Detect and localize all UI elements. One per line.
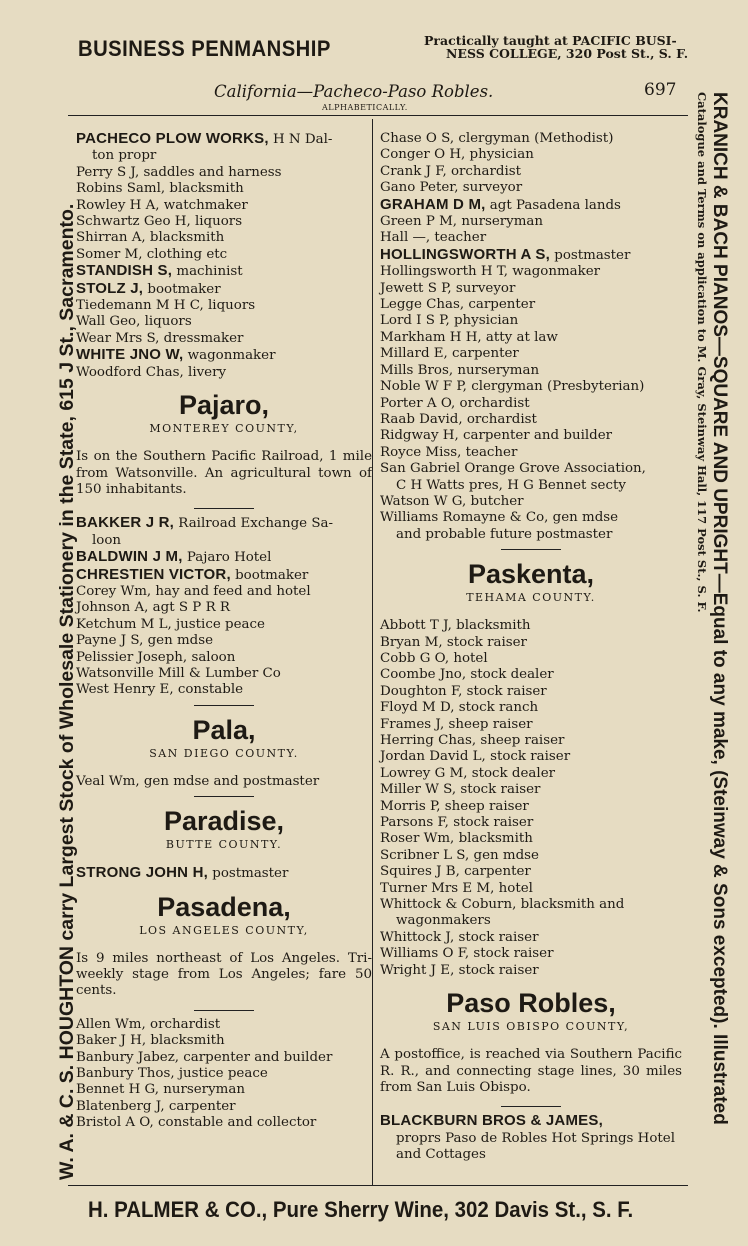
top-banner-detail: [424, 34, 688, 60]
directory-entry: [380, 667, 682, 683]
directory-entry: [380, 700, 682, 716]
entry-text: Rowley H A, watchmaker: [76, 197, 248, 213]
bottom-advertisement-banner: H. PALMER & CO., Pure Sherry Wine, 302 Davis St., S. F.: [88, 1197, 634, 1222]
town-heading: Pasadena,: [157, 891, 291, 922]
entry-text: Green P M, nurseryman: [380, 214, 544, 230]
entry-text: Ketchum M L, justice peace: [76, 616, 265, 632]
directory-entry: [76, 865, 372, 882]
entry-text: Bryan M, stock raiser: [380, 634, 527, 650]
entry-continuation: C H Watts pres, H G Bennet secty: [396, 477, 626, 493]
section-rule: [194, 705, 254, 706]
entry-text: Johnson A, agt S P R R: [76, 600, 230, 616]
entry-text: Blatenberg J, carpenter: [76, 1098, 236, 1114]
directory-entry: [380, 164, 682, 180]
directory-entry: [76, 347, 372, 364]
town-description: Is 9 miles northeast of Los Angeles. Tri-weekly stage from Los Angeles; fare 50 cents.: [76, 950, 372, 999]
entry-text: Scribner L S, gen mdse: [380, 847, 539, 863]
town-heading: Pala,: [192, 714, 256, 745]
directory-entry: [76, 1082, 372, 1098]
entry-text: Watsonville Mill & Lumber Co: [76, 665, 281, 681]
entry-continuation: proprs Paso de Robles Hot Springs Hotel and Cottages: [396, 1130, 675, 1163]
top-banner-line-2: NESS COLLEGE, 320 Post St., S. F.: [446, 46, 689, 61]
entry-text: Noble W F P, clergyman (Presbyterian): [380, 379, 645, 395]
town-heading: Paskenta,: [467, 559, 595, 590]
directory-entry: [380, 281, 682, 297]
business-name: PACHECO PLOW WORKS,: [76, 130, 269, 147]
county-heading: MONTEREY COUNTY,: [149, 422, 299, 436]
directory-entry: [380, 247, 682, 264]
directory-entry: [76, 198, 372, 214]
directory-entry: [76, 584, 372, 600]
entry-text: Abbott T J, blacksmith: [380, 618, 531, 634]
directory-entry: [380, 782, 682, 798]
directory-entry: [380, 313, 682, 329]
entry-text: Floyd M D, stock ranch: [380, 700, 539, 716]
directory-entry: [380, 831, 682, 847]
entry-text: Corey Wm, hay and feed and hotel: [76, 583, 311, 599]
entry-text: Banbury Jabez, carpenter and builder: [76, 1049, 333, 1065]
entry-text: Conger O H, physician: [380, 147, 534, 163]
directory-entry: [76, 181, 372, 197]
entry-text: Markham H H, atty at law: [380, 329, 558, 345]
entry-text: Cobb G O, hotel: [380, 650, 488, 666]
entry-continuation: wagonmakers: [396, 913, 491, 929]
directory-entry: [380, 445, 682, 461]
entry-text: Porter A O, orchardist: [380, 395, 530, 411]
entry-text: Schwartz Geo H, liquors: [76, 214, 243, 230]
directory-entry: [380, 717, 682, 733]
directory-entry: [380, 930, 682, 946]
directory-entry: [380, 297, 682, 313]
entry-text: Pelissier Joseph, saloon: [76, 649, 236, 665]
directory-entry: [380, 330, 682, 346]
entry-text: Banbury Thos, justice peace: [76, 1066, 268, 1082]
section-rule: [194, 508, 254, 509]
entry-text: Chase O S, clergyman (Methodist): [380, 131, 614, 146]
section-rule: [194, 1010, 254, 1011]
entry-text: Hall —, teacher: [380, 230, 487, 246]
entry-text: Railroad Exchange Sa-: [174, 516, 334, 532]
directory-entry: [380, 346, 682, 362]
directory-entry: [76, 365, 372, 381]
entry-text: Somer M, clothing etc: [76, 246, 228, 262]
directory-entry: [76, 314, 372, 330]
directory-entry: [380, 749, 682, 765]
entry-text: Turner Mrs E M, hotel: [380, 880, 533, 896]
entry-text: Doughton F, stock raiser: [380, 683, 547, 699]
county-heading: SAN LUIS OBISPO COUNTY,: [432, 1020, 630, 1034]
entry-text: Watson W G, butcher: [380, 493, 524, 509]
county-heading: BUTTE COUNTY.: [165, 838, 283, 852]
directory-entry: [76, 774, 372, 790]
directory-entry: [76, 1066, 372, 1082]
entry-text: Ridgway H, carpenter and builder: [380, 428, 613, 444]
town-description: A postoffice, is reached via Southern Pacific R. R., and connecting stage lines, 30 miles from San Luis Obispo.: [380, 1047, 682, 1095]
entry-text: Baker J H, blacksmith: [76, 1033, 225, 1049]
directory-entry: [76, 247, 372, 263]
town-heading: Paso Robles,: [446, 988, 616, 1019]
section-rule: [194, 796, 254, 797]
entry-text: Gano Peter, surveyor: [380, 180, 523, 196]
directory-entry: [380, 461, 682, 494]
directory-entry: [76, 567, 372, 584]
directory-entry: [380, 396, 682, 412]
directory-entry: [76, 617, 372, 633]
entry-text: Pajaro Hotel: [182, 550, 272, 566]
entry-text: Crank J F, orchardist: [380, 163, 522, 179]
business-name: BALDWIN J M,: [76, 548, 183, 566]
directory-entry: [76, 1017, 372, 1033]
directory-entry: [380, 197, 682, 214]
entry-text: West Henry E, constable: [76, 682, 244, 698]
directory-entry: [76, 131, 372, 165]
directory-entry: [380, 428, 682, 444]
entry-text: Wright J E, stock raiser: [380, 962, 539, 978]
directory-entry: [76, 600, 372, 616]
town-heading: Paradise,: [163, 806, 285, 837]
town-description: Is on the Southern Pacific Railroad, 1 mile from Watsonville. An agricultural town of 150 inhabitants.: [76, 449, 372, 497]
directory-entry: [380, 180, 682, 196]
directory-entry: [76, 331, 372, 347]
entry-text: Mills Bros, nurseryman: [380, 362, 540, 378]
entry-text: Roser Wm, blacksmith: [380, 831, 533, 847]
entry-text: Coombe Jno, stock dealer: [380, 667, 554, 683]
top-advertisement-banner: [78, 32, 689, 66]
entry-text: postmaster: [549, 247, 631, 263]
page-number: 697: [644, 80, 677, 100]
directory-entry: [380, 881, 682, 897]
right-advertisement-banner: [690, 92, 730, 1202]
business-name: BLACKBURN BROS & JAMES,: [380, 1112, 603, 1130]
directory-entry: [380, 815, 682, 831]
entry-text: bootmaker: [230, 567, 309, 583]
entry-text: Williams Romayne & Co, gen mdse: [380, 510, 619, 526]
directory-entry: [76, 515, 372, 549]
entry-continuation: loon: [92, 532, 122, 548]
top-banner-line-1: Practically taught at PACIFIC BUSI-: [424, 33, 677, 48]
directory-entry: [380, 510, 682, 543]
entry-text: Lord I S P, physician: [380, 313, 519, 329]
page-subtitle: ALPHABETICALLY.: [322, 103, 408, 112]
directory-entry: [76, 1099, 372, 1115]
directory-entry: [380, 412, 682, 428]
entry-text: Veal Wm, gen mdse and postmaster: [76, 773, 320, 789]
entry-text: Hollingsworth H T, wagonmaker: [380, 264, 601, 280]
directory-entry: [380, 848, 682, 864]
directory-entry: [380, 946, 682, 962]
column-divider: [372, 119, 373, 1185]
directory-entry: [76, 214, 372, 230]
entry-text: machinist: [172, 264, 243, 280]
directory-entry: [380, 766, 682, 782]
directory-entry: [380, 733, 682, 749]
entry-text: Payne J S, gen mdse: [76, 633, 214, 649]
entry-text: Jewett S P, surveyor: [380, 280, 516, 296]
business-name: STRONG JOHN H,: [76, 864, 208, 882]
directory-entry: [76, 549, 372, 566]
directory-entry: [76, 281, 372, 298]
directory-entry: [380, 379, 682, 395]
entry-text: Royce Miss, teacher: [380, 444, 518, 460]
entry-text: Millard E, carpenter: [380, 346, 519, 362]
entry-text: Squires J B, carpenter: [380, 864, 531, 880]
entry-text: Allen Wm, orchardist: [76, 1016, 221, 1032]
directory-entry: [380, 864, 682, 880]
directory-entry: [380, 618, 682, 634]
directory-entry: [76, 1115, 372, 1131]
county-heading: SAN DIEGO COUNTY.: [149, 746, 299, 760]
directory-entry: [76, 298, 372, 314]
entry-text: bootmaker: [143, 281, 221, 297]
directory-entry: [380, 147, 682, 163]
entry-text: H N Dal-: [268, 132, 333, 147]
entry-text: wagonmaker: [183, 348, 276, 364]
entry-text: Shirran A, blacksmith: [76, 230, 225, 246]
entry-text: Lowrey G M, stock dealer: [380, 765, 556, 781]
directory-entry: [76, 650, 372, 666]
directory-entry: [380, 264, 682, 280]
directory-entry: [380, 897, 682, 930]
business-name: STANDISH S,: [76, 262, 173, 280]
left-column: [76, 131, 372, 1132]
directory-entry: [380, 651, 682, 667]
business-name: BAKKER J R,: [76, 514, 175, 532]
top-banner-headline: BUSINESS PENMANSHIP: [78, 36, 331, 61]
directory-entry: [76, 682, 372, 698]
directory-entry: [380, 230, 682, 246]
directory-entry: [380, 214, 682, 230]
entry-text: Frames J, sheep raiser: [380, 716, 533, 732]
entry-text: Woodford Chas, livery: [76, 364, 227, 380]
directory-entry: [380, 131, 682, 147]
directory-entry: [76, 1033, 372, 1049]
directory-entry: [380, 963, 682, 979]
entry-text: Robins Saml, blacksmith: [76, 181, 244, 197]
right-column: [380, 131, 682, 1164]
directory-entry: [76, 1050, 372, 1066]
directory-entry: [76, 263, 372, 280]
entry-text: Legge Chas, carpenter: [380, 297, 536, 313]
entry-text: Wear Mrs S, dressmaker: [76, 330, 244, 346]
entry-text: postmaster: [207, 866, 289, 882]
county-heading: LOS ANGELES COUNTY,: [139, 923, 309, 937]
directory-entry: [76, 666, 372, 682]
entry-text: Wall Geo, liquors: [76, 314, 192, 330]
directory-entry: [380, 635, 682, 651]
entry-text: Williams O F, stock raiser: [380, 946, 554, 962]
town-heading: Pajaro,: [178, 390, 270, 421]
business-name: GRAHAM D M,: [380, 195, 486, 213]
entry-text: Raab David, orchardist: [380, 411, 537, 427]
entry-text: Tiedemann M H C, liquors: [76, 298, 256, 314]
entry-text: Parsons F, stock raiser: [380, 815, 534, 831]
directory-entry: [380, 363, 682, 379]
directory-entry: [76, 165, 372, 181]
directory-entry: [380, 494, 682, 510]
directory-entry: [380, 799, 682, 815]
entry-text: Perry S J, saddles and harness: [76, 164, 282, 180]
entry-text: Whittock J, stock raiser: [380, 929, 539, 945]
entry-text: agt Pasadena lands: [485, 197, 621, 213]
right-banner-line-2: Catalogue and Terms on application to M. Gray, Steinway Hall, 117 Post St., S. F.: [695, 92, 709, 613]
page-title: California—Pacheco-Paso Robles.: [214, 82, 494, 101]
business-name: CHRESTIEN VICTOR,: [76, 565, 231, 583]
entry-text: Miller W S, stock raiser: [380, 782, 541, 798]
right-banner-line-1: KRANICH & BACH PIANOS—SQUARE AND UPRIGHT—Equal to any make, (Steinway & Sons excepted). Illustrated: [709, 92, 730, 1125]
entry-text: San Gabriel Orange Grove Association,: [380, 461, 646, 477]
directory-entry: [76, 633, 372, 649]
entry-text: Jordan David L, stock raiser: [380, 749, 571, 765]
entry-text: Bristol A O, constable and collector: [76, 1115, 317, 1131]
section-rule: [501, 549, 561, 550]
business-name: STOLZ J,: [76, 279, 144, 297]
left-advertisement-banner: W. A. & C. S. HOUGHTON carry Largest Stock of Wholesale Stationery in the State, 615 J St., Sacramento.: [56, 203, 78, 1180]
entry-text: Morris P, sheep raiser: [380, 798, 529, 814]
directory-entry: [76, 230, 372, 246]
entry-text: Bennet H G, nurseryman: [76, 1082, 245, 1098]
section-rule: [501, 1106, 561, 1107]
entry-continuation: ton propr: [92, 148, 157, 164]
business-name: HOLLINGSWORTH A S,: [380, 245, 550, 263]
business-name: WHITE JNO W,: [76, 346, 184, 364]
directory-entry: [380, 684, 682, 700]
directory-entry: [380, 1113, 682, 1163]
county-heading: TEHAMA COUNTY.: [466, 591, 596, 605]
page-header: [72, 80, 692, 112]
entry-text: Whittock & Coburn, blacksmith and: [380, 897, 625, 913]
entry-text: Herring Chas, sheep raiser: [380, 733, 565, 748]
entry-continuation: and probable future postmaster: [396, 526, 613, 542]
